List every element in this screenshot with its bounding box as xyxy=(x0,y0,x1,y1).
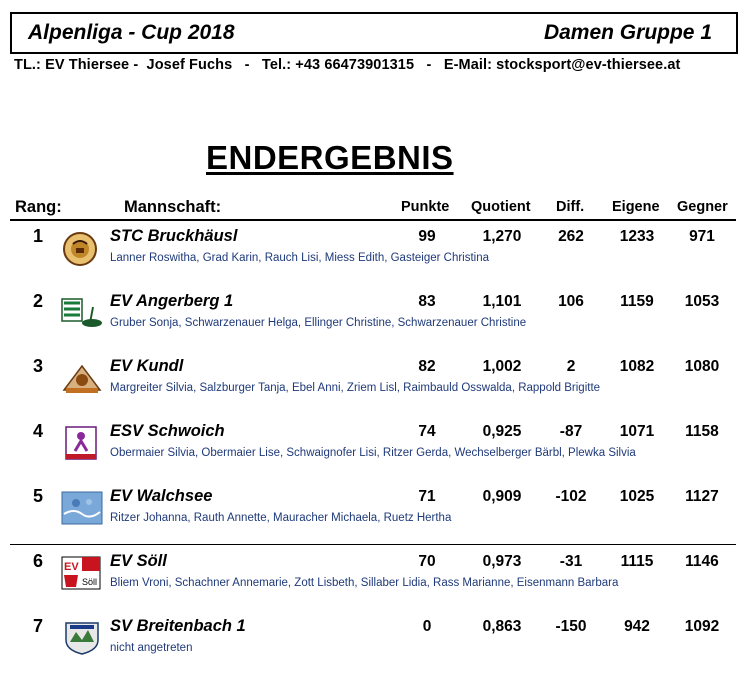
table-row xyxy=(0,356,750,416)
soell-logo-top-text: EV xyxy=(64,561,79,573)
competition-title: Alpenliga - Cup 2018 xyxy=(28,21,235,44)
header-divider xyxy=(10,219,736,221)
sv-breitenbach-logo-icon xyxy=(60,620,104,656)
diff: 106 xyxy=(558,293,584,310)
ev-angerberg-logo-icon xyxy=(60,295,104,331)
diff: -150 xyxy=(555,618,587,635)
diff: 262 xyxy=(558,228,584,245)
diff: -102 xyxy=(555,488,587,505)
group-title: Damen Gruppe 1 xyxy=(543,21,712,44)
players-list: Bliem Vroni, Schachner Annemarie, Zott Lisbeth, Sillaber Lidia, Rass Marianne, Eisenmann Barbara xyxy=(110,577,619,589)
rank: 4 xyxy=(33,421,44,441)
eigene: 1233 xyxy=(619,228,655,245)
team-name: EV Angerberg 1 xyxy=(110,292,234,310)
players-list: Ritzer Johanna, Rauth Annette, Mauracher Michaela, Ruetz Hertha xyxy=(110,512,452,524)
rank: 5 xyxy=(33,486,44,506)
rank: 7 xyxy=(33,616,44,636)
ev-walchsee-logo-icon xyxy=(60,490,104,526)
gegner: 1158 xyxy=(685,423,719,440)
team-name: EV Söll xyxy=(110,552,167,570)
rank: 2 xyxy=(33,291,44,311)
diff: -31 xyxy=(559,553,583,570)
col-gegner: Gegner xyxy=(677,199,728,215)
ev-soell-logo-icon xyxy=(60,555,104,591)
stc-bruckhaeusl-logo-icon xyxy=(60,230,104,266)
quotient: 0,973 xyxy=(482,553,522,570)
ev-kundl-logo-icon xyxy=(60,360,104,396)
table-row xyxy=(0,616,750,676)
group-divider xyxy=(10,544,736,545)
team-name: STC Bruckhäusl xyxy=(110,227,238,245)
quotient: 0,863 xyxy=(482,618,522,635)
table-row xyxy=(0,421,750,481)
team-name: SV Breitenbach 1 xyxy=(110,617,246,635)
punkte: 0 xyxy=(422,618,432,635)
diff: 2 xyxy=(566,358,576,375)
contact-line: TL.: EV Thiersee - Josef Fuchs - Tel.: +43 66473901315 - E-Mail: stocksport@ev-thiersee.at xyxy=(14,57,681,73)
punkte: 82 xyxy=(418,358,436,375)
team-name: EV Walchsee xyxy=(110,487,213,505)
col-eigene: Eigene xyxy=(612,199,660,215)
col-rang: Rang: xyxy=(15,198,62,216)
col-punkte: Punkte xyxy=(401,199,450,215)
esv-schwoich-logo-icon xyxy=(60,425,104,461)
punkte: 71 xyxy=(418,488,436,505)
eigene: 1025 xyxy=(619,488,655,505)
rank: 6 xyxy=(33,551,44,571)
players-list: Obermaier Silvia, Obermaier Lise, Schwaignofer Lisi, Ritzer Gerda, Wechselberger Bärbl, Plewka Silvia xyxy=(110,447,636,459)
quotient: 1,101 xyxy=(482,293,522,310)
table-row xyxy=(0,291,750,351)
quotient: 1,002 xyxy=(482,358,522,375)
col-diff: Diff. xyxy=(556,199,585,215)
players-list: nicht angetreten xyxy=(110,642,193,654)
table-row xyxy=(0,486,750,546)
team-name: ESV Schwoich xyxy=(110,422,225,440)
diff: -87 xyxy=(559,423,583,440)
gegner: 1127 xyxy=(685,488,719,505)
eigene: 942 xyxy=(624,618,650,635)
gegner: 1053 xyxy=(684,293,720,310)
title-box xyxy=(10,12,738,54)
gegner: 1080 xyxy=(684,358,720,375)
table-row xyxy=(0,226,750,286)
team-name: EV Kundl xyxy=(110,357,184,375)
eigene: 1082 xyxy=(619,358,655,375)
table-row xyxy=(0,551,750,611)
gegner: 1092 xyxy=(684,618,720,635)
eigene: 1071 xyxy=(619,423,655,440)
soell-logo-bottom-text: Söll xyxy=(82,577,98,587)
col-team: Mannschaft: xyxy=(124,198,222,216)
gegner: 1146 xyxy=(685,553,719,570)
eigene: 1115 xyxy=(620,553,654,570)
punkte: 74 xyxy=(418,423,436,440)
rank: 1 xyxy=(33,226,44,246)
players-list: Lanner Roswitha, Grad Karin, Rauch Lisi, Miess Edith, Gasteiger Christina xyxy=(110,252,490,264)
rank: 3 xyxy=(33,356,44,376)
quotient: 0,925 xyxy=(482,423,522,440)
punkte: 83 xyxy=(418,293,436,310)
gegner: 971 xyxy=(689,228,715,245)
quotient: 1,270 xyxy=(482,228,522,245)
col-quotient: Quotient xyxy=(471,199,531,215)
players-list: Margreiter Silvia, Salzburger Tanja, Ebel Anni, Zriem Lisl, Raimbauld Osswalda, Rappold Brigitte xyxy=(110,382,601,394)
page-title: ENDERGEBNIS xyxy=(206,139,454,176)
punkte: 99 xyxy=(418,228,436,245)
players-list: Gruber Sonja, Schwarzenauer Helga, Ellinger Christine, Schwarzenauer Christine xyxy=(110,317,527,329)
punkte: 70 xyxy=(418,553,436,570)
quotient: 0,909 xyxy=(482,488,522,505)
eigene: 1159 xyxy=(620,293,654,310)
